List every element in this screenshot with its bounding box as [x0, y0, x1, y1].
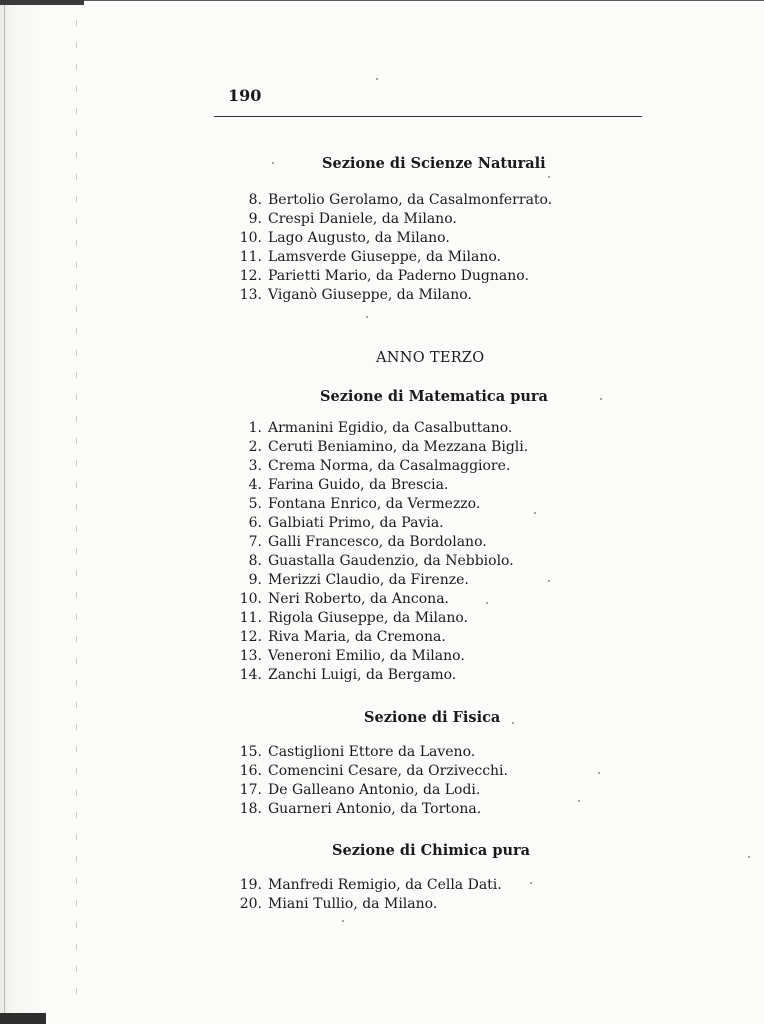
- entry-text: Galli Francesco, da Bordolano.: [268, 534, 487, 550]
- entry-number: 18.: [239, 801, 262, 817]
- scan-speck: [748, 856, 750, 858]
- gutter-edge-line: [4, 0, 5, 1024]
- entry-number: 11.: [239, 610, 262, 626]
- entry-number: 8.: [248, 192, 262, 208]
- entry-text: Manfredi Remigio, da Cella Dati.: [268, 877, 502, 893]
- scan-speck: [534, 512, 536, 514]
- entry-text: Fontana Enrico, da Vermezzo.: [268, 496, 481, 512]
- entry-text: Guastalla Gaudenzio, da Nebbiolo.: [268, 553, 514, 569]
- header-rule: [214, 116, 642, 117]
- binding-gutter: [0, 0, 84, 1024]
- entry-text: Neri Roberto, da Ancona.: [268, 591, 449, 607]
- entry-number: 16.: [239, 763, 262, 779]
- entry-number: 11.: [239, 249, 262, 265]
- scan-speck: [548, 176, 550, 178]
- entry-text: Armanini Egidio, da Casalbuttano.: [268, 420, 513, 436]
- entry-text: Crema Norma, da Casalmaggiore.: [268, 458, 511, 474]
- entry-text: Parietti Mario, da Paderno Dugnano.: [268, 268, 529, 284]
- entry-number: 19.: [239, 877, 262, 893]
- scan-speck: [342, 920, 344, 922]
- scan-speck: [486, 602, 488, 604]
- scan-speck: [578, 800, 580, 802]
- entry-number: 1.: [248, 420, 262, 436]
- entry-text: Lamsverde Giuseppe, da Milano.: [268, 249, 501, 265]
- entry-number: 10.: [239, 591, 262, 607]
- entry-text: Crespi Daniele, da Milano.: [268, 211, 457, 227]
- scan-corner-top: [0, 0, 84, 5]
- section-heading-scienze-naturali: Sezione di Scienze Naturali: [322, 155, 546, 172]
- entry-number: 9.: [248, 211, 262, 227]
- entry-text: Miani Tullio, da Milano.: [268, 896, 438, 912]
- year-subheading: ANNO TERZO: [376, 350, 485, 366]
- entry-number: 5.: [248, 496, 262, 512]
- scan-speck: [272, 162, 274, 164]
- entry-number: 20.: [239, 896, 262, 912]
- scan-speck: [512, 722, 514, 724]
- entry-text: Ceruti Beniamino, da Mezzana Bigli.: [268, 439, 529, 455]
- entry-text: Merizzi Claudio, da Firenze.: [268, 572, 469, 588]
- entry-number: 6.: [248, 515, 262, 531]
- entry-number: 4.: [248, 477, 262, 493]
- entry-number: 13.: [239, 648, 262, 664]
- scan-speck: [598, 772, 600, 774]
- entry-number: 13.: [239, 287, 262, 303]
- scan-speck: [530, 882, 532, 884]
- entry-text: Bertolio Gerolamo, da Casalmonferrato.: [268, 192, 553, 208]
- entry-number: 8.: [248, 553, 262, 569]
- entry-text: Viganò Giuseppe, da Milano.: [268, 287, 472, 303]
- entry-number: 9.: [248, 572, 262, 588]
- entry-text: Lago Augusto, da Milano.: [268, 230, 450, 246]
- section-heading-fisica: Sezione di Fisica: [364, 709, 501, 726]
- entry-text: Castiglioni Ettore da Laveno.: [268, 744, 476, 760]
- entry-text: Guarneri Antonio, da Tortona.: [268, 801, 482, 817]
- entry-text: Riva Maria, da Cremona.: [268, 629, 446, 645]
- entry-text: Rigola Giuseppe, da Milano.: [268, 610, 468, 626]
- entry-number: 7.: [248, 534, 262, 550]
- entry-number: 12.: [239, 629, 262, 645]
- entry-number: 14.: [239, 667, 262, 683]
- entry-number: 10.: [239, 230, 262, 246]
- page-number: 190: [228, 86, 262, 105]
- entry-text: Zanchi Luigi, da Bergamo.: [268, 667, 457, 683]
- scan-top-edge: [84, 0, 764, 1]
- entry-text: De Galleano Antonio, da Lodi.: [268, 782, 481, 798]
- section-heading-chimica-pura: Sezione di Chimica pura: [332, 842, 531, 859]
- entry-number: 15.: [239, 744, 262, 760]
- entry-text: Veneroni Emilio, da Milano.: [268, 648, 465, 664]
- gutter-shadow-line: [76, 20, 77, 1000]
- entry-number: 12.: [239, 268, 262, 284]
- section-heading-matematica-pura: Sezione di Matematica pura: [320, 388, 548, 405]
- entry-text: Farina Guido, da Brescia.: [268, 477, 449, 493]
- entry-number: 3.: [248, 458, 262, 474]
- entry-number: 17.: [239, 782, 262, 798]
- scan-corner-bottom: [0, 1013, 46, 1024]
- entry-text: Galbiati Primo, da Pavia.: [268, 515, 444, 531]
- scan-speck: [366, 316, 368, 318]
- scan-speck: [548, 580, 550, 582]
- entry-text: Comencini Cesare, da Orzivecchi.: [268, 763, 508, 779]
- scan-speck: [600, 398, 602, 400]
- entry-number: 2.: [248, 439, 262, 455]
- scan-speck: [376, 78, 378, 80]
